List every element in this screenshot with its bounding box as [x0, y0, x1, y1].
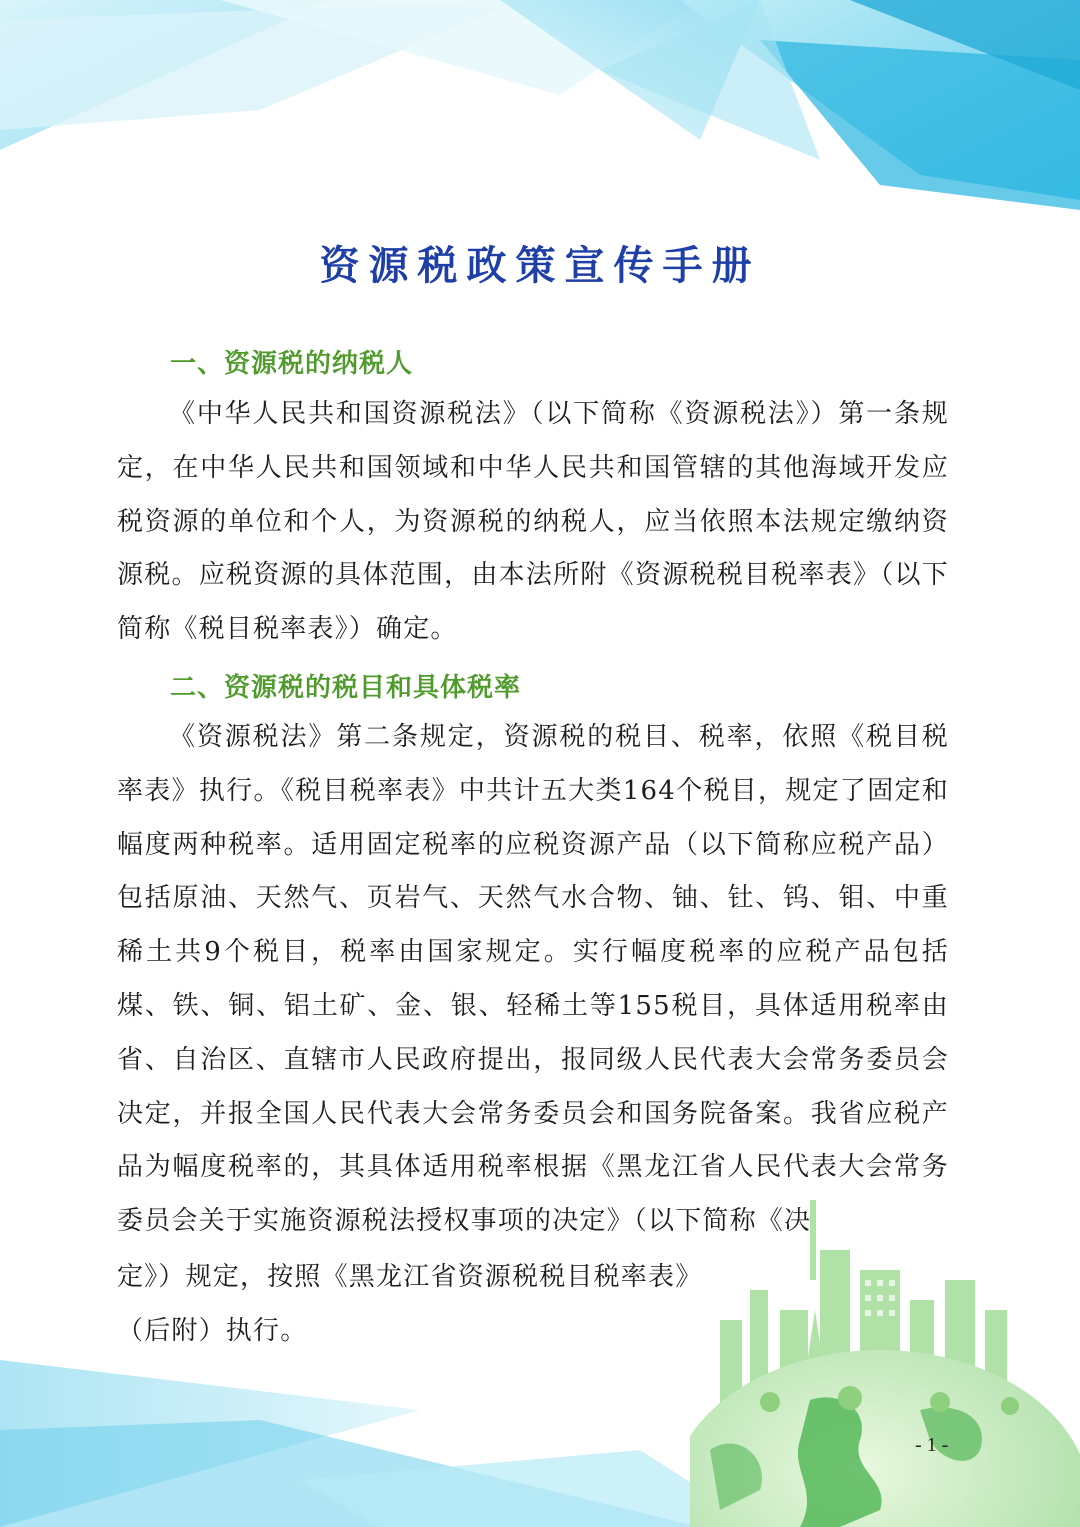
- section-paragraph-tax-items-rates-tail: 定》）规定，按照《黑龙江省资源税税目税率表》（后附）执行。: [117, 1262, 703, 1346]
- section-paragraph-taxpayer: 《中华人民共和国资源税法》（以下简称《资源税法》）第一条规定，在中华人民共和国领域和中华人民共和国管辖的其他海域开发应税资源的单位和个人，为资源税的纳税人，应当依照本法规定缴纳资源税。应税资源的具体范围，由本法所附《资源税税目税率表》（以下简称《税目税率表》）确定。: [117, 399, 949, 645]
- section-paragraph-tax-items-rates: 《资源税法》第二条规定，资源税的税目、税率，依照《税目税率表》执行。《税目税率表》中共计五大类164个税目，规定了固定和幅度两种税率。适用固定税率的应税资源产品（以下简称应税产品）包括原油、天然气、页岩气、天然气水合物、铀、钍、钨、钼、中重稀土共9个税目，税率由国家规定。实行幅度税率的应税产品包括煤、铁、铜、铝土矿、金、银、轻稀土等155税目，具体适用税率由省、自治区、直辖市人民政府提出，报同级人民代表大会常务委员会决定，并报全国人民代表大会常务委员会和国务院备案。我省应税产品为幅度税率的，其具体适用税率根据《黑龙江省人民代表大会常务委员会关于实施资源税法授权事项的决定》（以下简称《决: [117, 722, 949, 1237]
- page-number: - 1 -: [915, 1434, 949, 1456]
- document-title: 资源税政策宣传手册: [319, 243, 761, 289]
- section-heading-taxpayer: 一、资源税的纳税人: [170, 349, 414, 379]
- section-heading-tax-items-rates: 二、资源税的税目和具体税率: [170, 673, 522, 703]
- top-banner-decoration: [0, 0, 1080, 220]
